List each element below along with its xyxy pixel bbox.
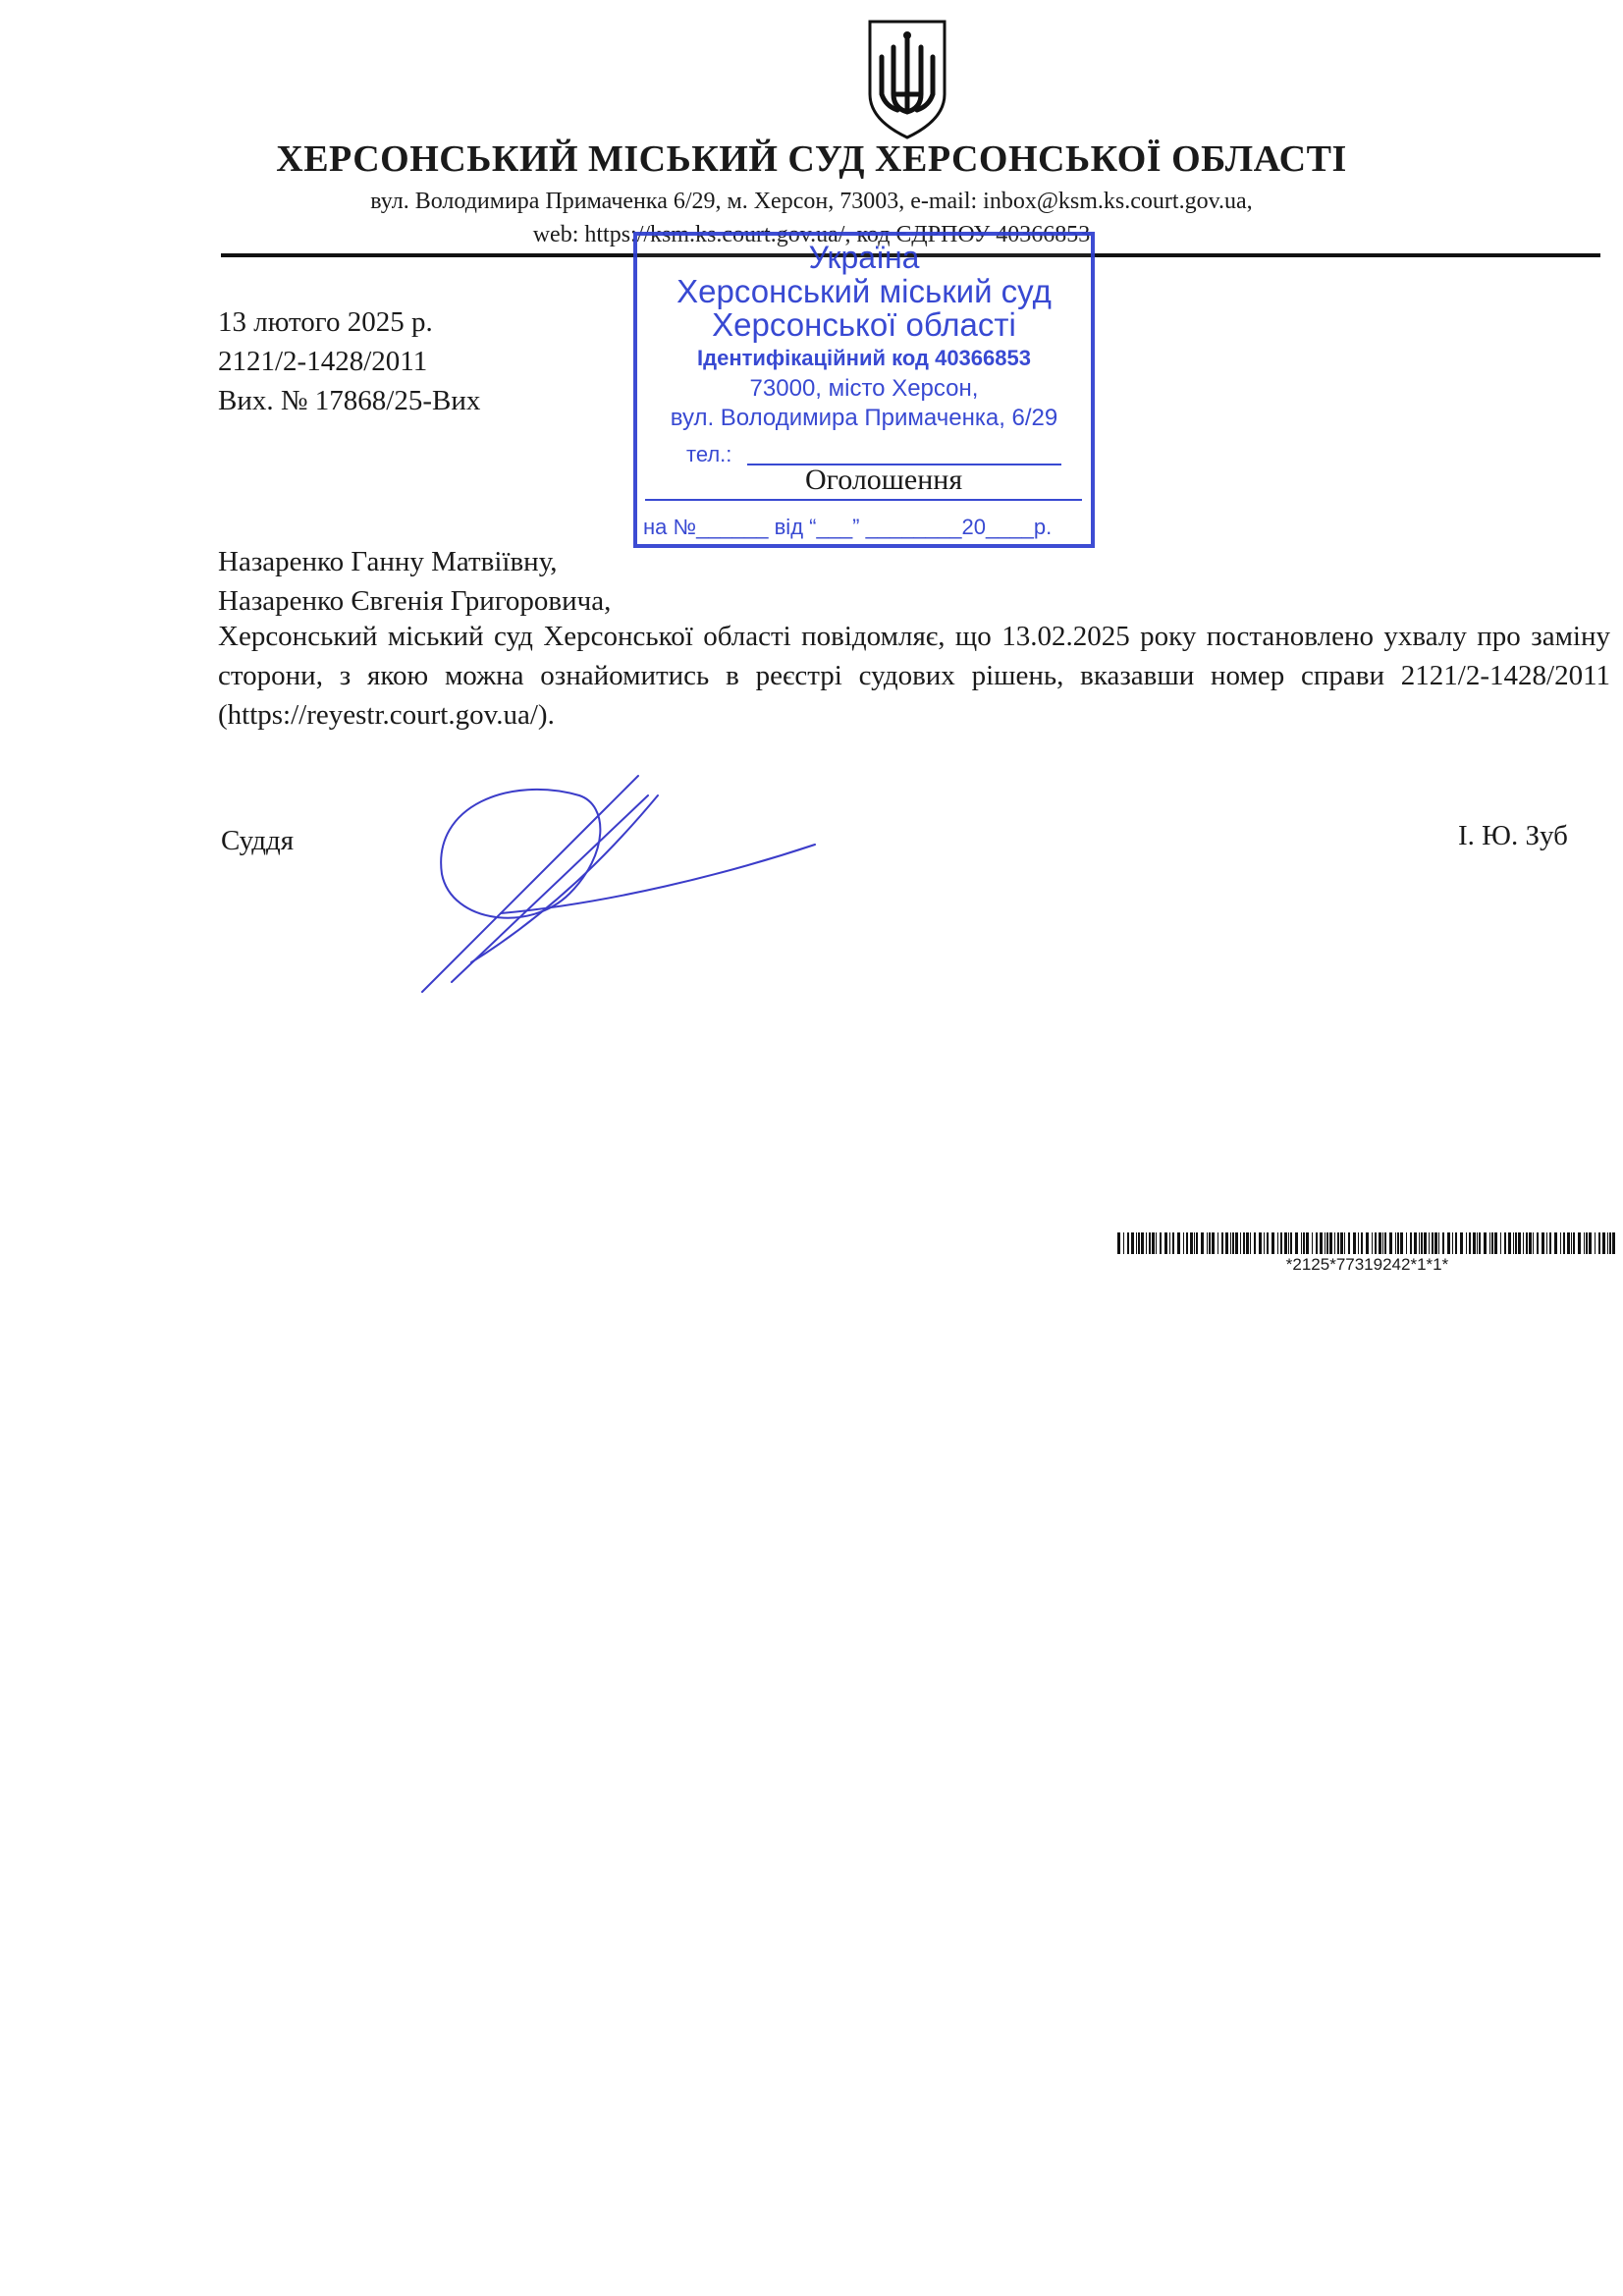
stamp-id-code: Ідентифікаційний код 40366853 — [697, 346, 1031, 370]
stamp-reference: на №______ від “___” ________20____р. — [643, 515, 1053, 539]
addressee-1: Назаренко Ганну Матвіївну, — [218, 546, 558, 577]
notice-body: Херсонський міський суд Херсонської області повідомляє, що 13.02.2025 року постановлено ухвалу про заміну сторони, з якою можна ознайомитись в реєстрі судових рішень, вказавши номер справи 2121/2-1428/2011 (https://reyestr.court.gov.ua/). — [218, 621, 1610, 731]
stamp-city: 73000, місто Херсон, — [749, 375, 979, 402]
notice-title: Оголошення — [805, 464, 963, 496]
addressee-2: Назаренко Євгенія Григоровича, — [218, 585, 612, 617]
stamp-blank-line — [645, 499, 1082, 501]
court-title: ХЕРСОНСЬКИЙ МІСЬКИЙ СУД ХЕРСОНСЬКОЇ ОБЛАСТІ — [276, 138, 1347, 180]
stamp-street: вул. Володимира Примаченка, 6/29 — [670, 405, 1058, 431]
barcode — [1117, 1232, 1618, 1254]
stamp-region: Херсонської області — [712, 306, 1016, 343]
document-date: 13 лютого 2025 р. — [218, 306, 433, 338]
outgoing-number: Вих. № 17868/25-Вих — [218, 385, 481, 416]
case-number: 2121/2-1428/2011 — [218, 346, 428, 377]
stamp-tel-label: тел.: — [686, 442, 732, 466]
stamp-court-name: Херсонський міський суд — [676, 273, 1052, 309]
judge-signature — [412, 766, 825, 1011]
judge-name: І. Ю. Зуб — [1458, 820, 1568, 851]
stamp-country: Україна — [808, 240, 920, 275]
barcode-text: *2125*77319242*1*1* — [1285, 1255, 1449, 1274]
court-web-line: web: https://ksm.ks.court.gov.ua/, код ЄДРПОУ 40366853 — [532, 222, 1091, 247]
coat-of-arms-icon — [864, 18, 950, 141]
judge-label: Суддя — [221, 825, 295, 856]
court-address: вул. Володимира Примаченка 6/29, м. Херсон, 73003, e-mail: inbox@ksm.ks.court.gov.ua, — [370, 189, 1253, 214]
court-stamp — [633, 232, 1095, 548]
